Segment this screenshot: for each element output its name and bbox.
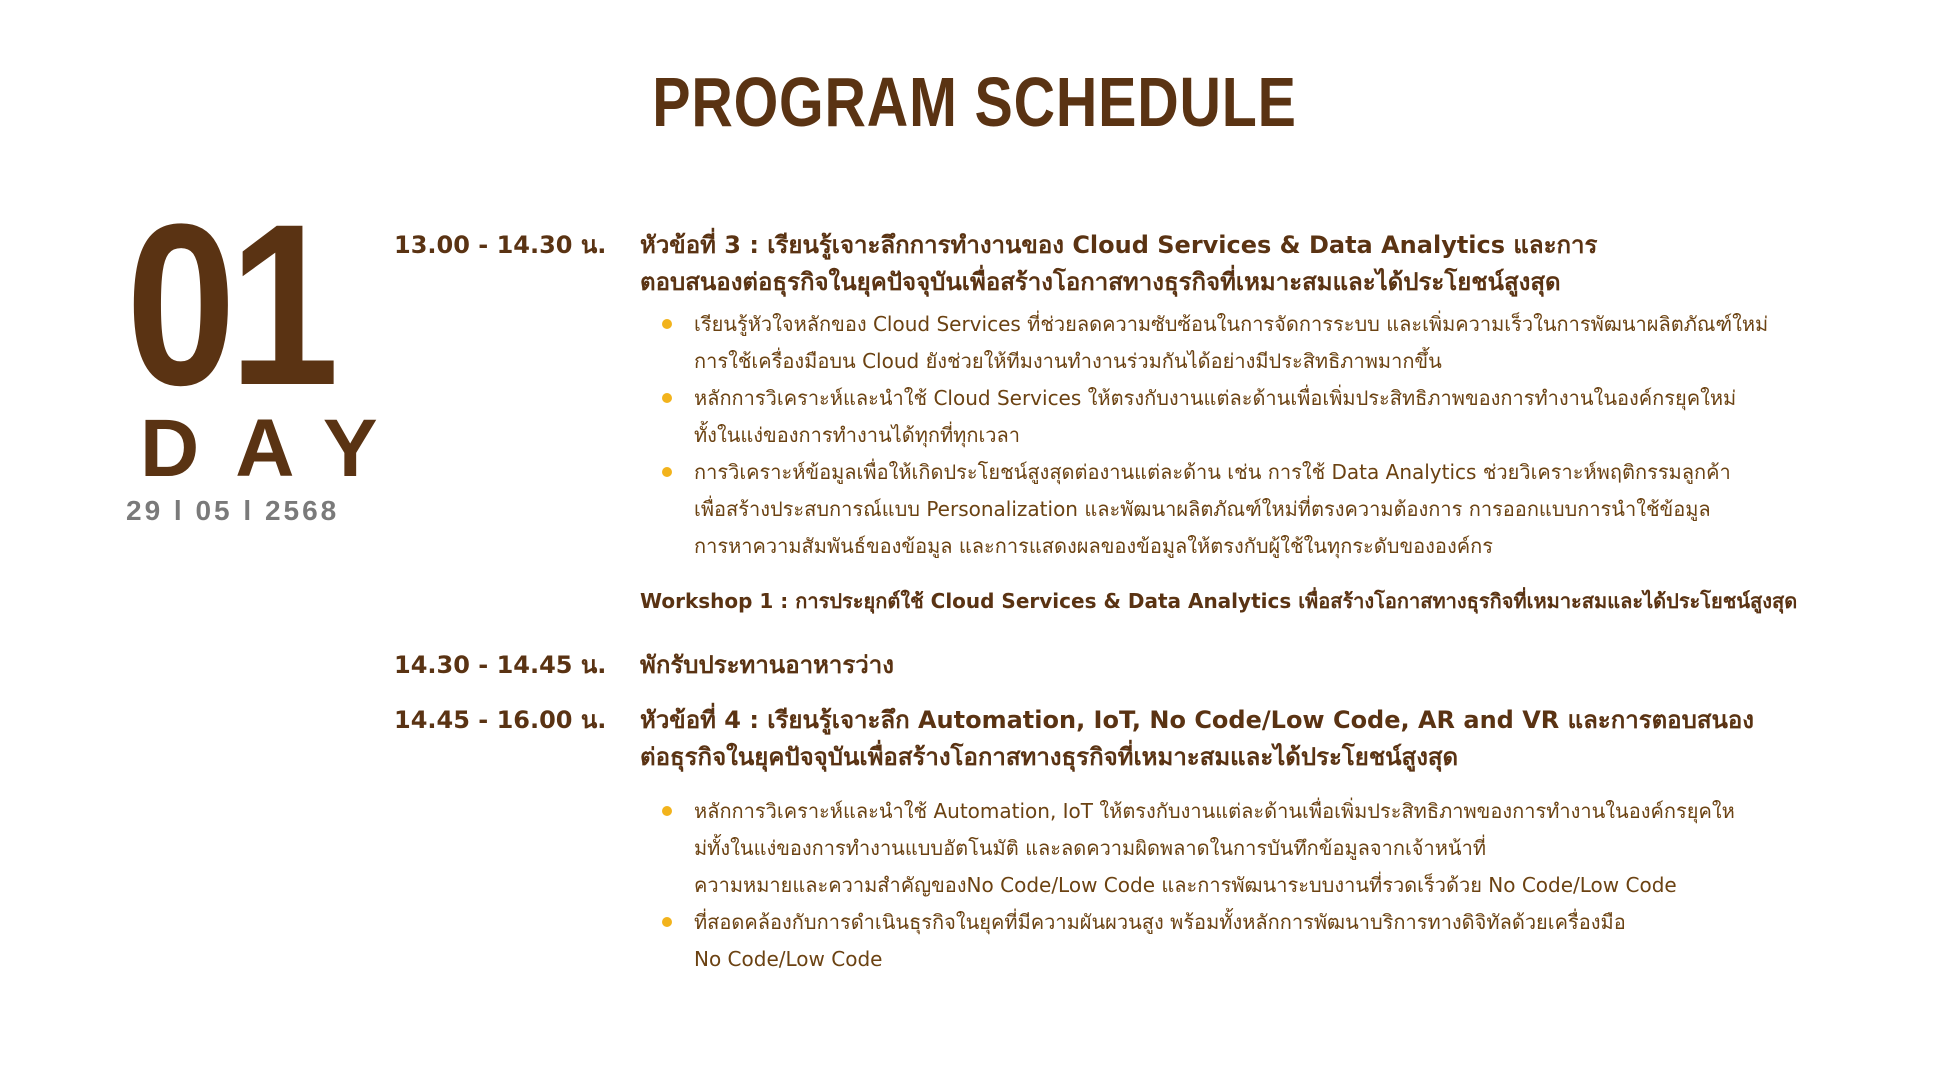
list-item — [660, 306, 1768, 380]
bullet-line: เรียนรู้หัวใจหลักของ Cloud Services ที่ช่วยลดความซับซ้อนในการจัดการระบบ และเพิ่มความเร็วในการพัฒนาผลิตภัณฑ์ใหม่ — [694, 312, 1769, 336]
bullet-line: การวิเคราะห์ข้อมูลเพื่อให้เกิดประโยชน์สูงสุดต่องานแต่ละด้าน เช่น การใช้ Data Analytics ช่วยวิเคราะห์พฤติกรรมลูกค้า — [694, 460, 1731, 484]
bullet-line: การหาความสัมพันธ์ของข้อมูล และการแสดงผลของข้อมูลให้ตรงกับผู้ใช้ในทุกระดับขององค์กร — [694, 534, 1493, 558]
heading-line: ต่อธุรกิจในยุคปัจจุบันเพื่อสร้างโอกาสทางธุรกิจที่เหมาะสมและได้ประโยชน์สูงสุด — [640, 743, 1459, 771]
bullet-icon — [662, 393, 672, 403]
session-heading — [640, 702, 1754, 776]
heading-line: หัวข้อที่ 3 : เรียนรู้เจาะลึกการทำงานของ Cloud Services & Data Analytics และการ — [640, 231, 1598, 259]
bullet-icon — [662, 806, 672, 816]
session-heading — [640, 227, 1597, 301]
list-item — [660, 904, 1735, 978]
heading-line: พักรับประทานอาหารว่าง — [640, 651, 894, 679]
bullet-list — [660, 306, 1768, 565]
page-title: PROGRAM SCHEDULE — [652, 63, 1297, 141]
day-number: 01 — [126, 176, 333, 433]
list-item — [660, 793, 1735, 904]
bullet-line: หลักการวิเคราะห์และนำใช้ Automation, IoT ให้ตรงกับงานแต่ละด้านเพื่อเพิ่มประสิทธิภาพของการทำงานในองค์กรยุคให — [694, 799, 1735, 823]
bullet-line: No Code/Low Code — [694, 947, 883, 971]
bullet-icon — [662, 917, 672, 927]
day-word: DAY — [140, 403, 414, 494]
bullet-icon — [662, 319, 672, 329]
session-heading — [640, 647, 894, 684]
heading-line: หัวข้อที่ 4 : เรียนรู้เจาะลึก Automation, IoT, No Code/Low Code, AR and VR และการตอบสนอง — [640, 706, 1755, 734]
bullet-icon — [662, 467, 672, 477]
session-time: 13.00 - 14.30 น. — [394, 231, 607, 259]
bullet-list — [660, 793, 1735, 978]
session-time: 14.30 - 14.45 น. — [394, 651, 607, 679]
session-time: 14.45 - 16.00 น. — [394, 706, 607, 734]
bullet-line: ความหมายและความสำคัญของNo Code/Low Code และการพัฒนาระบบงานที่รวดเร็วด้วย No Code/Low Code — [694, 873, 1677, 897]
workshop-line: Workshop 1 : การประยุกต์ใช้ Cloud Services & Data Analytics เพื่อสร้างโอกาสทางธุรกิจที่เหมาะสมและได้ประโยชน์สูงสุด — [640, 589, 1798, 613]
bullet-line: เพื่อสร้างประสบการณ์แบบ Personalization และพัฒนาผลิตภัณฑ์ใหม่ที่ตรงความต้องการ การออกแบบการนำใช้ข้อมูล — [694, 497, 1711, 521]
list-item — [660, 454, 1768, 565]
heading-line: ตอบสนองต่อธุรกิจในยุคปัจจุบันเพื่อสร้างโอกาสทางธุรกิจที่เหมาะสมและได้ประโยชน์สูงสุด — [640, 268, 1561, 296]
bullet-line: หลักการวิเคราะห์และนำใช้ Cloud Services ให้ตรงกับงานแต่ละด้านเพื่อเพิ่มประสิทธิภาพของการทำงานในองค์กรยุคใหม่ — [694, 386, 1737, 410]
bullet-line: ม่ทั้งในแง่ของการทำงานแบบอัตโนมัติ และลดความผิดพลาดในการบันทึกข้อมูลจากเจ้าหน้าที่ — [694, 836, 1487, 860]
bullet-line: การใช้เครื่องมือบน Cloud ยังช่วยให้ทีมงานทำงานร่วมกันได้อย่างมีประสิทธิภาพมากขึ้น — [694, 349, 1442, 373]
list-item — [660, 380, 1768, 454]
bullet-line: ที่สอดคล้องกับการดำเนินธุรกิจในยุคที่มีความผันผวนสูง พร้อมทั้งหลักการพัฒนาบริการทางดิจิทัลด้วยเครื่องมือ — [694, 910, 1626, 934]
day-badge — [126, 176, 414, 527]
bullet-line: ทั้งในแง่ของการทำงานได้ทุกที่ทุกเวลา — [694, 423, 1021, 447]
day-date: 29 l 05 l 2568 — [126, 495, 340, 526]
